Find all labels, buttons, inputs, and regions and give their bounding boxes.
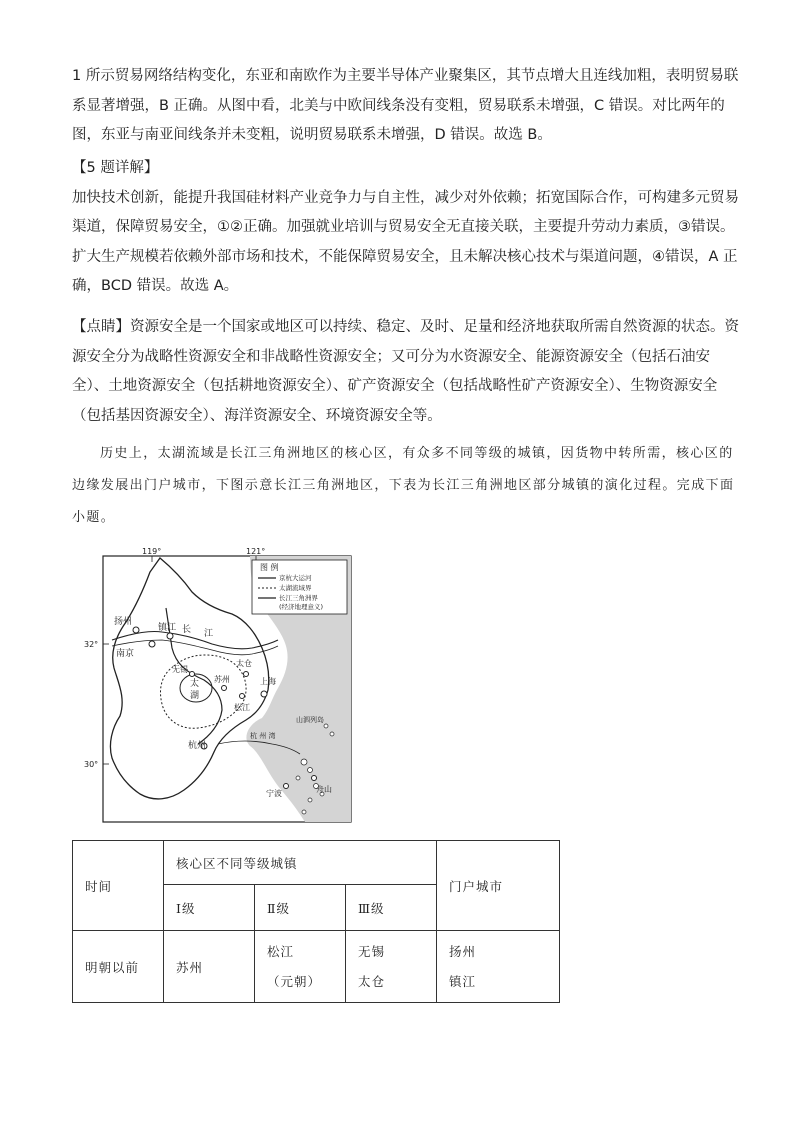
text-line: 1 所示贸易网络结构变化，东亚和南欧作为主要半导体产业聚集区，其节点增大且连线加粗，表明贸易联 (72, 68, 739, 84)
cell-line: 松江 (267, 943, 295, 959)
cell-line: 无锡 (358, 943, 386, 959)
lon-label: 121° (246, 547, 266, 556)
text-line: 系显著增强，B 正确。从图中看，北美与中欧间线条没有变粗，贸易联系未增强，C 错误。对比两年的 (72, 97, 725, 114)
text-line: 渠道，保障贸易安全，①②正确。加强就业培训与贸易安全无直接关联，主要提升劳动力素质，③错误。 (72, 219, 735, 235)
header-level-3: Ⅲ级 (346, 885, 437, 931)
city-label: 舟山 (316, 785, 332, 794)
text-line: 历史上，太湖流域是长江三角洲地区的核心区，有众多不同等级的城镇，因货物中转所需，核心区的 (100, 446, 734, 461)
city-marker (284, 784, 289, 789)
city-label: 宁波 (266, 789, 282, 798)
town-evolution-table (72, 840, 560, 1003)
river-label: 江 (204, 629, 214, 639)
question-intro (72, 438, 735, 534)
cell-time: 明朝以前 (73, 931, 164, 1003)
city-marker (222, 686, 227, 691)
city-marker (244, 672, 249, 677)
text-line: 图，东亚与南亚间线条并未变粗，说明贸易联系未增强，D 错误。故选 B。 (72, 127, 552, 143)
header-level-2: Ⅱ级 (255, 885, 346, 931)
tips-paragraph (72, 313, 739, 431)
answer4-paragraph (72, 62, 739, 151)
city-marker (190, 672, 195, 677)
city-marker (149, 641, 155, 647)
text-line: 边缘发展出门户城市，下图示意长江三角洲地区，下表为长江三角洲地区部分城镇的演化过程。完成下面 (72, 478, 735, 493)
city-label: 南京 (116, 649, 135, 659)
lake-label: 太 (190, 679, 200, 689)
cell-line: 镇江 (449, 973, 477, 989)
header-core-towns: 核心区不同等级城镇 (164, 841, 437, 885)
map-legend (252, 560, 347, 614)
cell-level-1: 苏州 (164, 931, 255, 1003)
lat-label: 30° (84, 760, 99, 769)
cell-line: 扬州 (449, 943, 477, 959)
legend-item: 京杭大运河 (279, 574, 312, 582)
legend-item: 太湖流域界 (279, 584, 312, 592)
city-marker (312, 776, 317, 781)
city-label: 无锡 (172, 665, 188, 674)
cell-line: 太仓 (358, 973, 386, 989)
text-line: 源安全分为战略性资源安全和非战略性资源安全；又可分为水资源安全、能源资源安全（包括石油安 (72, 348, 710, 365)
header-gateway: 门户城市 (437, 841, 560, 931)
city-label: 上海 (260, 677, 276, 686)
text-line: 全）、土地资源安全（包括耕地资源安全）、矿产资源安全（包括战略性矿产资源安全）、生物资源安全 (72, 378, 718, 394)
q5-heading: 【5 题详解】 (72, 160, 159, 176)
text-line: 加快技术创新，能提升我国硅材料产业竞争力与自主性，减少对外依赖；拓宽国际合作，可构建多元贸易 (72, 189, 739, 206)
city-marker (167, 633, 173, 639)
text-line: 【点睛】资源安全是一个国家或地区可以持续、稳定、及时、足量和经济地获取所需自然资源的状态。资 (72, 319, 739, 335)
text-line: 扩大生产规模若依赖外部市场和技术，不能保障贸易安全，且未解决核心技术与渠道问题，④错误，A 正 (72, 248, 738, 265)
text-line: （包括基因资源安全）、海洋资源安全、环境资源安全等。 (72, 407, 442, 424)
cell-level-2 (255, 931, 346, 1003)
bay-label: 杭 州 湾 (250, 732, 276, 740)
header-time: 时间 (73, 841, 164, 931)
lon-label: 119° (142, 547, 162, 556)
text-line: 小题。 (72, 510, 116, 525)
header-level-1: Ⅰ级 (164, 885, 255, 931)
city-marker (133, 627, 139, 633)
river-label: 长 (182, 625, 192, 635)
city-marker (261, 691, 267, 697)
city-label: 太仓 (236, 659, 252, 668)
city-label: 松江 (234, 703, 250, 712)
city-label: 镇江 (158, 623, 177, 633)
legend-title: 图 例 (260, 563, 279, 572)
lat-label: 32° (84, 640, 99, 649)
cell-level-3 (346, 931, 437, 1003)
q5-section (72, 154, 739, 302)
legend-item: (经济地理意义) (279, 603, 324, 611)
islands-label: 山泗列岛 (296, 716, 324, 724)
cell-gateway (437, 931, 560, 1003)
yangtze-delta-map (84, 547, 355, 826)
city-label: 扬州 (114, 617, 133, 627)
legend-item: 长江三角洲界 (279, 594, 318, 602)
city-marker (240, 694, 245, 699)
cell-line: （元朝） (267, 973, 322, 989)
text-line: 确，BCD 错误。故选 A。 (72, 278, 239, 294)
city-label: 杭州 (188, 741, 207, 751)
city-label: 苏州 (214, 675, 230, 684)
lake-label: 湖 (190, 691, 200, 701)
